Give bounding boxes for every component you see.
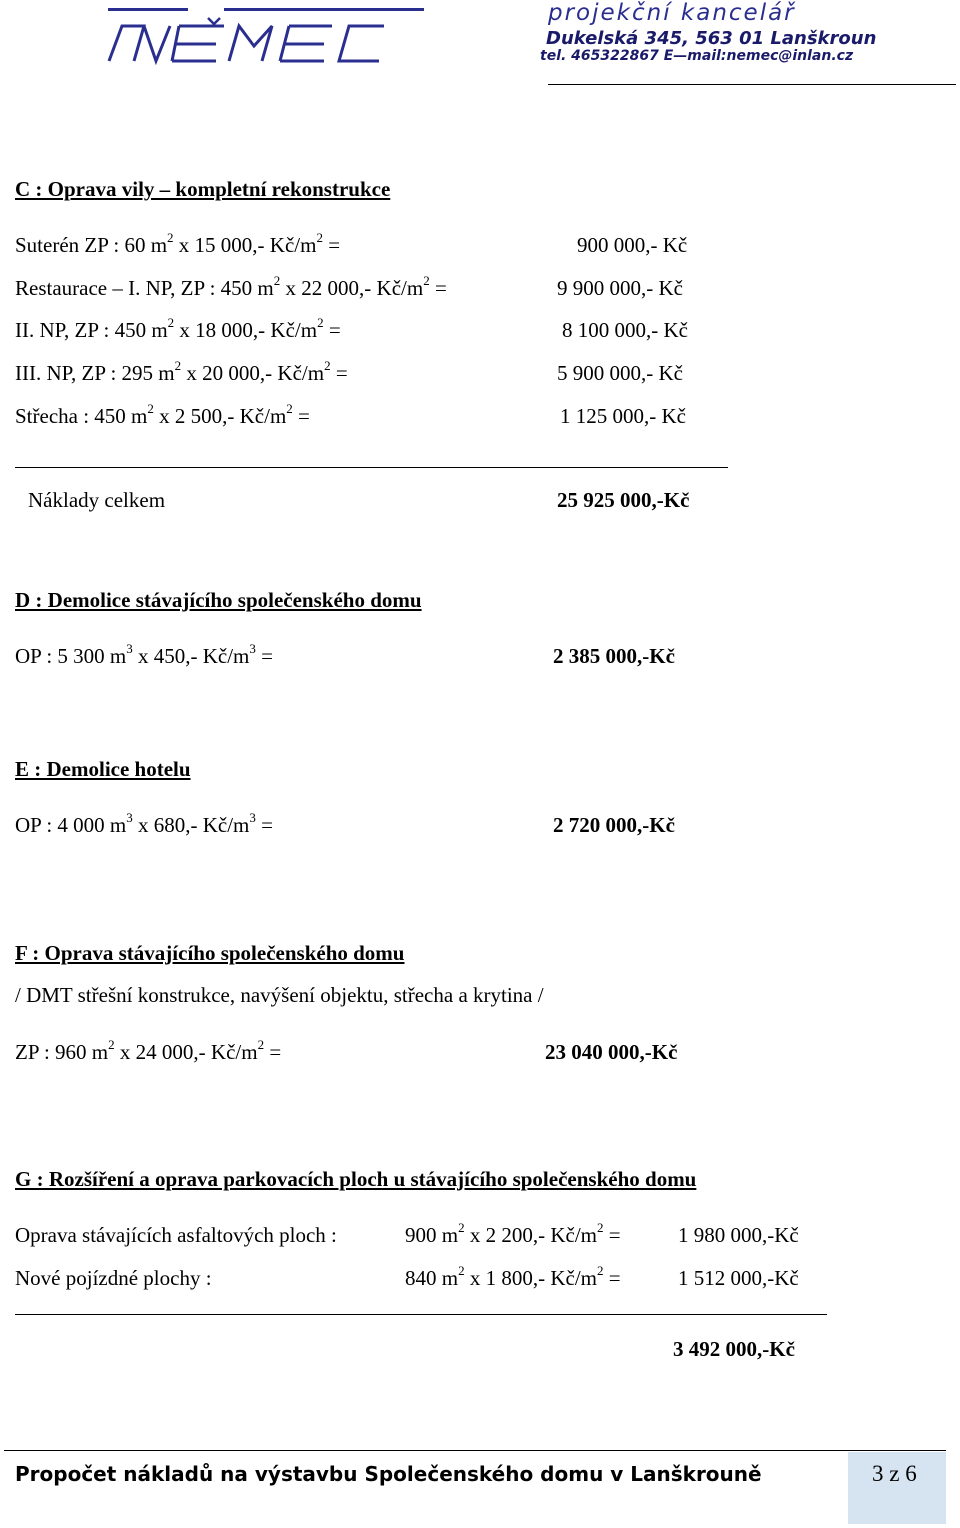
calc-amount: 5 900 000,- Kč xyxy=(557,361,683,385)
section-c-heading: C : Oprava vily – kompletní rekonstrukce xyxy=(15,177,391,201)
calc-label: Oprava stávajících asfaltových ploch : xyxy=(15,1223,337,1247)
calc-label: Nové pojízdné plochy : xyxy=(15,1266,212,1290)
calc-description: III. NP, ZP : 295 $m^2$ x 20 000,- $Kč/m^2$ = xyxy=(15,358,348,385)
calc-amount: 23 040 000,-Kč xyxy=(545,1040,678,1064)
office-contact: tel. 465322867 E—mail:nemec@inlan.cz xyxy=(540,48,854,64)
section-f-note: / DMT střešní konstrukce, navýšení objektu, střecha a krytina / xyxy=(15,983,544,1007)
footer-divider xyxy=(4,1450,946,1451)
section-f-heading: F : Oprava stávajícího společenského domu xyxy=(15,941,405,965)
sum-divider xyxy=(15,467,728,468)
company-logo xyxy=(104,4,424,66)
office-title: projekční kancelář xyxy=(548,0,796,26)
section-e-heading: E : Demolice hotelu xyxy=(15,757,191,781)
calc-amount: 9 900 000,- Kč xyxy=(557,276,683,300)
calc-amount: 8 100 000,- Kč xyxy=(562,318,688,342)
calc-description: Střecha : 450 $m^2$ x 2 500,- $Kč/m^2$ = xyxy=(15,401,310,428)
calc-amount: 2 385 000,-Kč xyxy=(553,644,675,668)
sum-divider xyxy=(15,1314,827,1315)
section-g-heading: G : Rozšíření a oprava parkovacích ploch u stávajícího společenského domu xyxy=(15,1167,697,1191)
header-divider xyxy=(548,84,956,85)
total-amount: 3 492 000,-Kč xyxy=(673,1337,795,1361)
office-address: Dukelská 345, 563 01 Lanškroun xyxy=(546,28,877,49)
calc-description: II. NP, ZP : 450 $m^2$ x 18 000,- $Kč/m^2$ = xyxy=(15,315,341,342)
page-number: 3 z 6 xyxy=(872,1461,917,1486)
calc-description: Suterén ZP : 60 $m^2$ x 15 000,- $Kč/m^2$ = xyxy=(15,230,341,257)
logo-wordmark xyxy=(104,16,424,66)
calc-description: OP : 5 300 $m^3$ x 450,- $Kč/m^3$ = xyxy=(15,641,273,668)
calc-description: OP : 4 000 $m^3$ x 680,- $Kč/m^3$ = xyxy=(15,810,273,837)
calc-description: 900 $m^2$ x 2 200,- $Kč/m^2$ = xyxy=(405,1220,621,1247)
calc-amount: 2 720 000,-Kč xyxy=(553,813,675,837)
total-amount: 25 925 000,-Kč xyxy=(557,488,690,512)
calc-description: Restaurace – I. NP, ZP : 450 $m^2$ x 22 000,- $Kč/m^2$ = xyxy=(15,273,447,300)
section-d-heading: D : Demolice stávajícího společenského domu xyxy=(15,588,422,612)
calc-amount: 1 125 000,- Kč xyxy=(560,404,686,428)
footer-title: Propočet nákladů na výstavbu Společenského domu v Lanškrouně xyxy=(15,1462,762,1486)
calc-amount: 900 000,- Kč xyxy=(577,233,688,257)
calc-amount: 1 512 000,-Kč xyxy=(678,1266,799,1290)
calc-description: ZP : 960 $m^2$ x 24 000,- $Kč/m^2$ = xyxy=(15,1037,282,1064)
calc-amount: 1 980 000,-Kč xyxy=(678,1223,799,1247)
calc-description: 840 $m^2$ x 1 800,- $Kč/m^2$ = xyxy=(405,1263,621,1290)
total-label: Náklady celkem xyxy=(28,488,166,512)
